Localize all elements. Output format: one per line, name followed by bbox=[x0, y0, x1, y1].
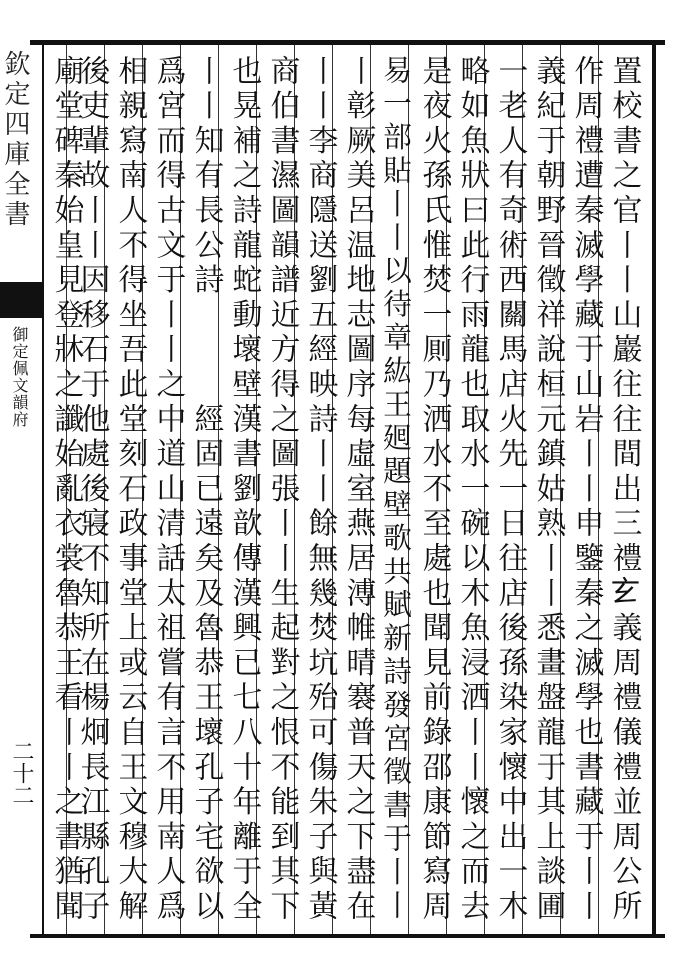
text-column: 也晃補之詩龍蛇動壞壁漢書劉歆傳漢興已七八十年離于全 bbox=[227, 55, 262, 925]
text-column: 置校書之官丨丨山巖往往間出三禮𤣥義周禮儀禮並周公所 bbox=[607, 55, 642, 925]
text-column: 易一部貼丨丨以待章紘王𢌞題壁歌共賦新詩發宮徵書于丨丨 bbox=[379, 55, 413, 924]
text-column: 作周禮遭秦滅學藏于山岩丨丨申鑒秦之滅學也書藏于丨丨 bbox=[569, 55, 604, 925]
text-column: 義紀于朝野晉徵祥說桓元鎮姑熟丨丨悉畫盤龍于其上談圃 bbox=[531, 55, 566, 925]
text-column: 略如魚狀曰此行雨龍也取水一碗以木魚浸洒丨丨懷之而去 bbox=[455, 55, 490, 925]
text-column: 後吏輩故丨丨因移石于他處後寢不知所在楊炯長江縣孔子 bbox=[75, 55, 110, 925]
text-column: 廟堂碑秦始皇見登牀之讖始亂衣裳魯恭王看丨丨之書猶聞 bbox=[49, 55, 84, 925]
top-border bbox=[30, 40, 665, 45]
text-column: 商伯書濕圖韻譜近方得之圖張丨丨生起對之恨不能到其下 bbox=[265, 55, 300, 925]
page-number: 二十二 bbox=[9, 740, 34, 806]
right-border bbox=[652, 40, 656, 938]
bottom-border bbox=[30, 934, 665, 938]
text-column: 爲宮而得古文于丨丨之中道山清話太祖嘗有言不用南人爲 bbox=[151, 55, 186, 925]
text-column: 相親寫南人不得坐吾此堂刻石政事堂上或云自王文穆大解 bbox=[113, 55, 148, 925]
text-column: 丨彰厥美呂温地志圖序每虛室燕居溥帷晴褰普天之下盡在 bbox=[341, 55, 376, 925]
text-column: 是夜火孫氏惟焚一厠乃洒水不至處也聞見前錄邵康節寫周 bbox=[417, 55, 452, 925]
text-column: 丨丨知有長公詩 經固已遠矣及魯恭王壞孔子宅欲以 bbox=[189, 55, 224, 925]
spine-subtitle: 御定佩文韻府 bbox=[10, 326, 29, 428]
text-column: 一老人有奇術西關馬店火先一日往店後孫染家懷中出一木 bbox=[493, 55, 528, 925]
spine-divider bbox=[42, 40, 44, 938]
text-column: 丨丨李商隱送劉五經映詩丨丨餘無幾焚坑殆可傷朱子與黃 bbox=[303, 55, 338, 925]
spine-title: 欽定四庫全書 bbox=[0, 50, 30, 230]
fish-tail-mark bbox=[0, 282, 44, 318]
